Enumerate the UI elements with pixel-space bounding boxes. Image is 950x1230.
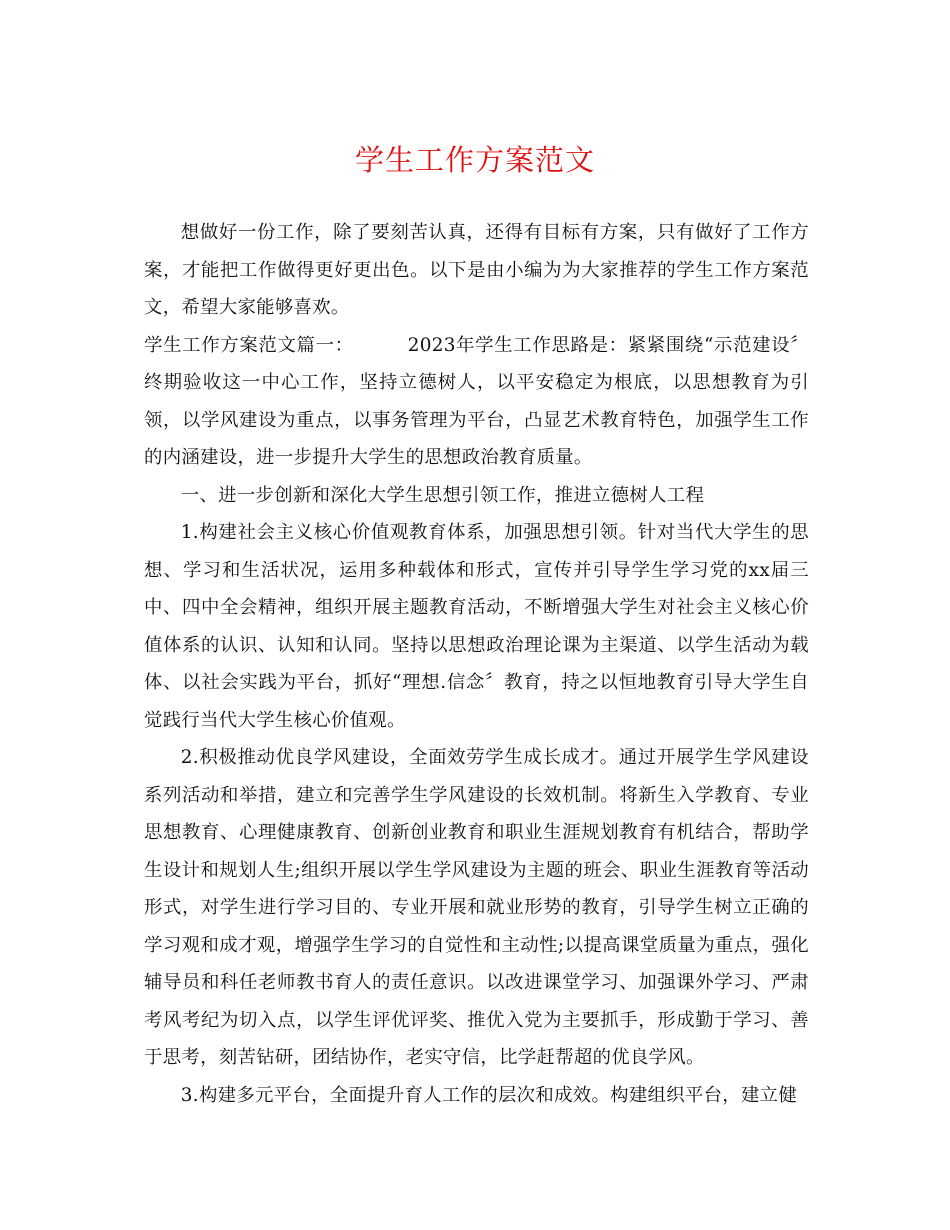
document-body — [144, 214, 809, 1114]
item-paragraph-3: 3.构建多元平台，全面提升育人工作的层次和成效。构建组织平台，建立健 — [180, 1084, 798, 1106]
section-label: 学生工作方案范文篇一： — [144, 334, 354, 356]
item-paragraph-1: 1.构建社会主义核心价值观教育体系，加强思想引领。针对当代大学生的思想、学习和生活状况，运用多种载体和形式，宣传并引导学生学习党的xx届三中、四中全会精神，组织开展主题教育活动，不断增强大学生对社会主义核心价值体系的认识、认知和认同。坚持以思想政治理论课为主渠道、以学生活动为载体、以社会实践为平台，抓好“理想.信念〞教育，持之以恒地教育引导大学生自觉践行当代大学生核心价值观。 — [144, 522, 809, 731]
heading-paragraph: 一、进一步创新和深化大学生思想引领工作，推进立德树人工程 — [180, 484, 705, 506]
section-lead: 2023年学生工作思路是：紧紧围绕“示范建设〞终期验收这一中心工作，坚持立德树人，以平安稳定为根底，以思想教育为引领，以学风建设为重点，以事务管理为平台，凸显艺术教育特色，加强学生工作的内涵建设，进一步提升大学生的思想政治教育质量。 — [144, 334, 809, 468]
item-paragraph-2: 2.积极推动优良学风建设，全面效劳学生成长成才。通过开展学生学风建设系列活动和举措，建立和完善学生学风建设的长效机制。将新生入学教育、专业思想教育、心理健康教育、创新创业教育和职业生涯规划教育有机结合，帮助学生设计和规划人生;组织开展以学生学风建设为主题的班会、职业生涯教育等活动形式，对学生进行学习目的、专业开展和就业形势的教育，引导学生树立正确的学习观和成才观，增强学生学习的自觉性和主动性;以提高课堂质量为重点，强化辅导员和科任老师教书育人的责任意识。以改进课堂学习、加强课外学习、严肃考风考纪为切入点，以学生评优评奖、推优入党为主要抓手，形成勤于学习、善于思考，刻苦钻研，团结协作，老实守信，比学赶帮超的优良学风。 — [144, 747, 809, 1068]
section-paragraph — [144, 327, 809, 477]
intro-paragraph: 想做好一份工作，除了要刻苦认真，还得有目标有方案，只有做好了工作方案，才能把工作做得更好更出色。以下是由小编为为大家推荐的学生工作方案范文，希望大家能够喜欢。 — [144, 222, 809, 318]
document-title: 学生工作方案范文 — [354, 143, 595, 177]
